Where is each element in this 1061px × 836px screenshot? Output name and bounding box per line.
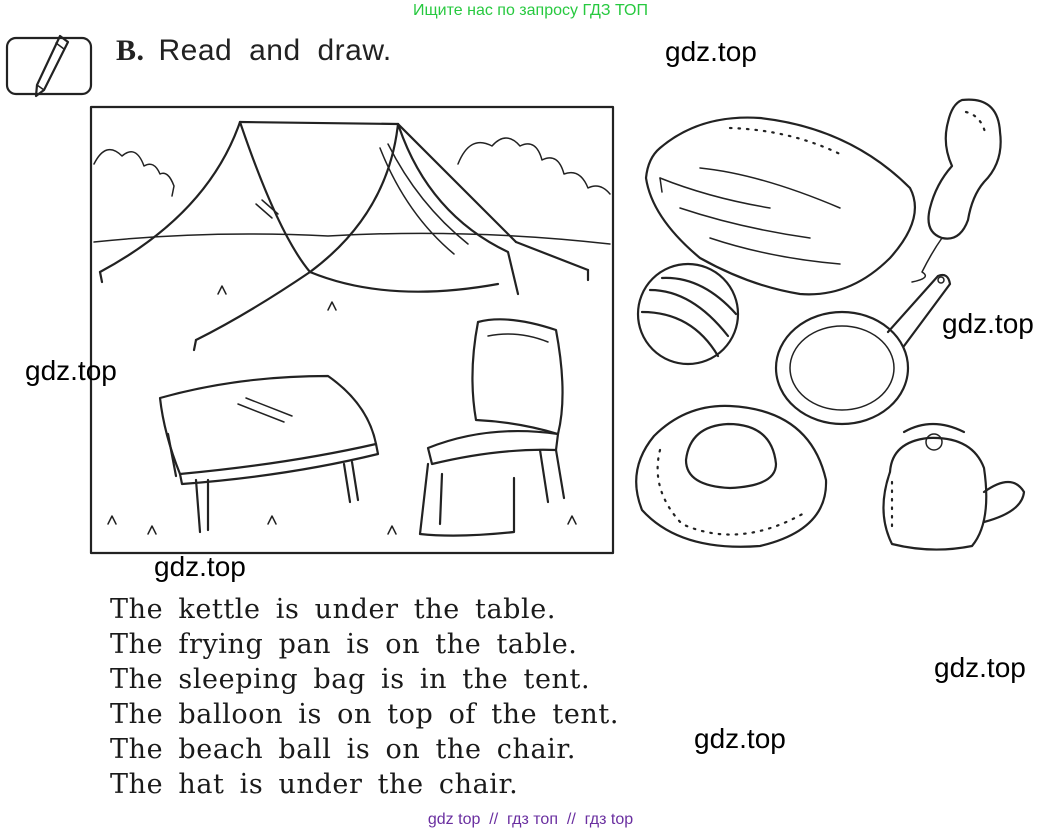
sentence: The frying pan is on the table. [110, 629, 578, 660]
sentence: The kettle is under the table. [110, 594, 557, 625]
hat [630, 400, 830, 552]
watermark-2: gdz.top [942, 308, 1034, 339]
sentence: The beach ball is on the chair. [110, 734, 577, 765]
watermark-3: gdz.top [25, 355, 117, 386]
kettle [872, 412, 1032, 552]
watermark-5: gdz.top [934, 652, 1026, 683]
beach-ball [632, 256, 748, 374]
exercise-instruction: Read and draw. [158, 34, 392, 67]
top-banner[interactable]: Ищите нас по запросу ГДЗ ТОП [413, 2, 648, 19]
table [160, 376, 378, 532]
balloon [902, 92, 1022, 287]
sentence: The balloon is on top of the tent. [110, 699, 620, 730]
watermark-1: gdz.top [665, 36, 757, 67]
chair [420, 319, 564, 535]
pencil-icon [4, 32, 94, 100]
camp-scene [88, 104, 618, 558]
exercise-heading [116, 34, 392, 68]
sentence-list [110, 592, 619, 802]
bottom-banner[interactable]: gdz top // гдз топ // гдз top [427, 811, 634, 828]
sentence: The sleeping bag is in the tent. [110, 664, 591, 695]
watermark-4: gdz.top [154, 551, 246, 582]
sentence: The hat is under the chair. [110, 769, 519, 800]
exercise-label: B. [116, 34, 145, 67]
watermark-6: gdz.top [694, 723, 786, 754]
